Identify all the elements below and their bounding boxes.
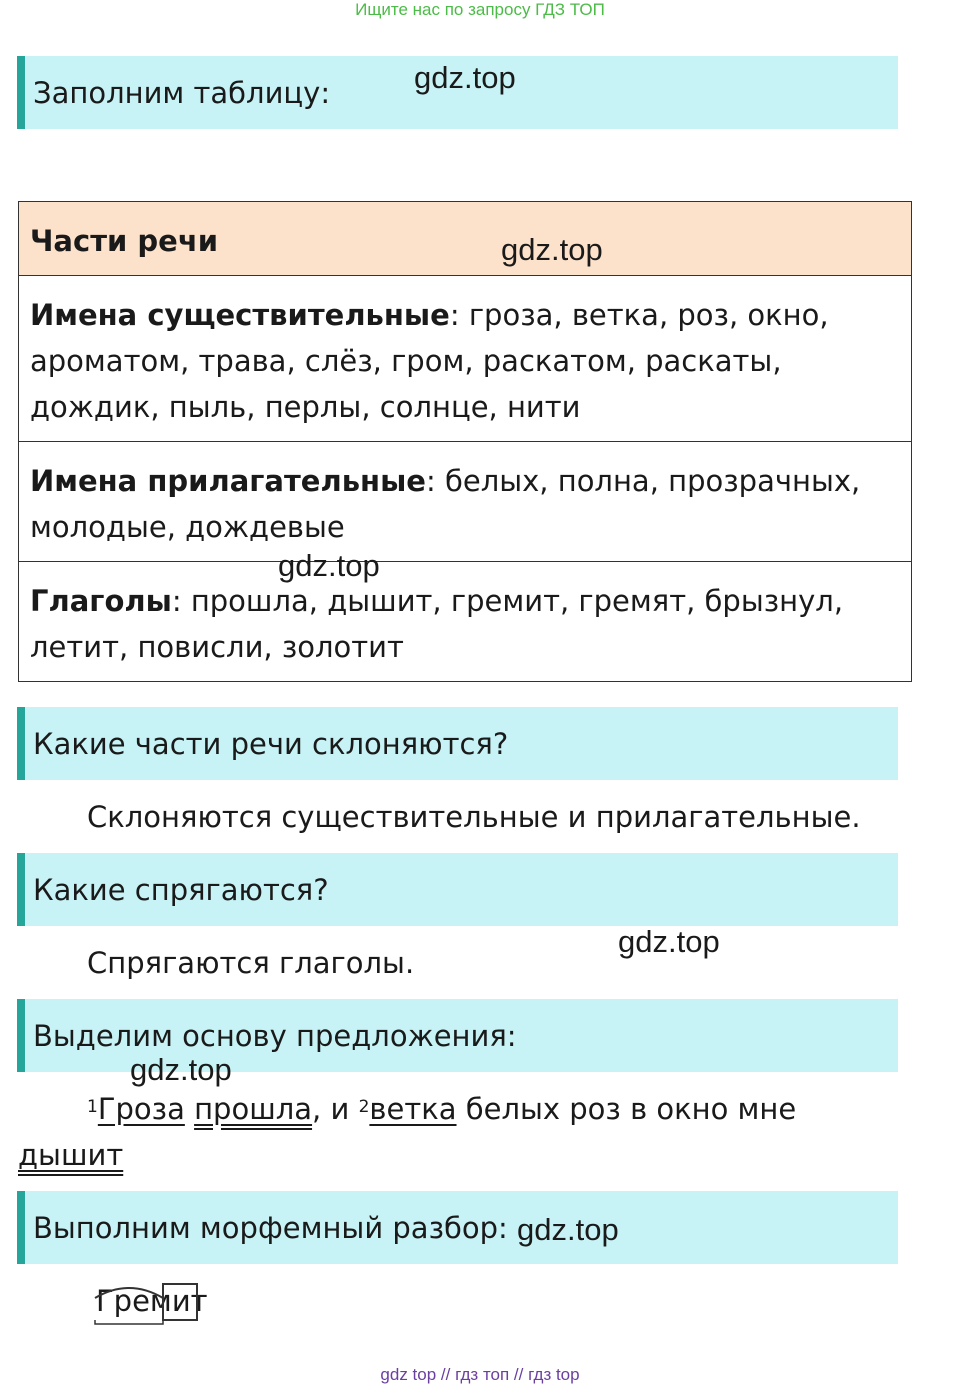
table-row-nouns bbox=[19, 276, 911, 442]
watermark: gdz.top bbox=[501, 232, 603, 267]
callout-morpheme bbox=[17, 1191, 898, 1264]
callout-declension-text: Какие части речи склоняются? bbox=[33, 727, 509, 761]
table-header-row bbox=[19, 202, 911, 276]
row-words: : белых, полна, прозрачных, молодые, дождевые bbox=[30, 464, 861, 544]
watermark: gdz.top bbox=[414, 60, 516, 95]
morph-root-text: Грем bbox=[96, 1284, 172, 1318]
subject-1: Гроза bbox=[97, 1092, 185, 1126]
callout-conjugation-text: Какие спрягаются? bbox=[33, 873, 329, 907]
footer-links: gdz top // гдз топ // гдз top bbox=[380, 1365, 580, 1384]
row-label: Глаголы bbox=[30, 584, 172, 618]
predicate-2: дышит bbox=[18, 1138, 124, 1172]
answer-conjugation: Спрягаются глаголы. bbox=[87, 946, 415, 980]
parts-of-speech-table bbox=[18, 201, 912, 682]
watermark: gdz.top bbox=[130, 1052, 232, 1087]
table-row-verbs bbox=[19, 562, 911, 682]
sup-2: 2 bbox=[358, 1097, 370, 1117]
subject-2: ветка bbox=[369, 1092, 457, 1126]
callout-conjugation bbox=[17, 853, 898, 926]
search-banner: Ищите нас по запросу ГДЗ ТОП bbox=[355, 0, 605, 19]
root-arc bbox=[95, 1288, 163, 1298]
answer-declension: Склоняются существительные и прилагательные. bbox=[87, 800, 861, 834]
row-words: : гроза, ветка, роз, окно, ароматом, трава, слёз, гром, раскатом, раскаты, дождик, пыль, перлы, солнце, нити bbox=[30, 298, 829, 424]
table-cell bbox=[30, 458, 881, 550]
morpheme-marks bbox=[93, 1278, 223, 1328]
watermark: gdz.top bbox=[278, 548, 380, 583]
callout-declension bbox=[17, 707, 898, 780]
callout-morpheme-text: Выполним морфемный разбор: bbox=[33, 1211, 508, 1245]
row-label: Имена существительные bbox=[30, 298, 450, 332]
morpheme-parse bbox=[96, 1281, 226, 1331]
sentence-middle: белых роз в окно мне bbox=[456, 1092, 797, 1126]
row-label: Имена прилагательные bbox=[30, 464, 426, 498]
conjunction: , и bbox=[312, 1092, 359, 1126]
row-words: : прошла, дышит, гремит, гремят, брызнул, летит, повисли, золотит bbox=[30, 584, 844, 664]
callout-basis-text: Выделим основу предложения: bbox=[33, 1019, 517, 1053]
ending-box bbox=[163, 1284, 197, 1320]
watermark: gdz.top bbox=[517, 1212, 619, 1247]
stem-bracket bbox=[95, 1320, 163, 1324]
watermark: gdz.top bbox=[618, 924, 720, 959]
sup-1: 1 bbox=[87, 1097, 98, 1117]
table-header: Части речи bbox=[30, 224, 219, 258]
predicate-1: прошла bbox=[194, 1092, 313, 1126]
callout-fill-table-text: Заполним таблицу: bbox=[33, 76, 331, 110]
table-row-adjectives bbox=[19, 442, 911, 562]
table-cell bbox=[30, 578, 881, 670]
morph-ending-text: ит bbox=[171, 1284, 208, 1318]
table-cell bbox=[30, 292, 881, 430]
